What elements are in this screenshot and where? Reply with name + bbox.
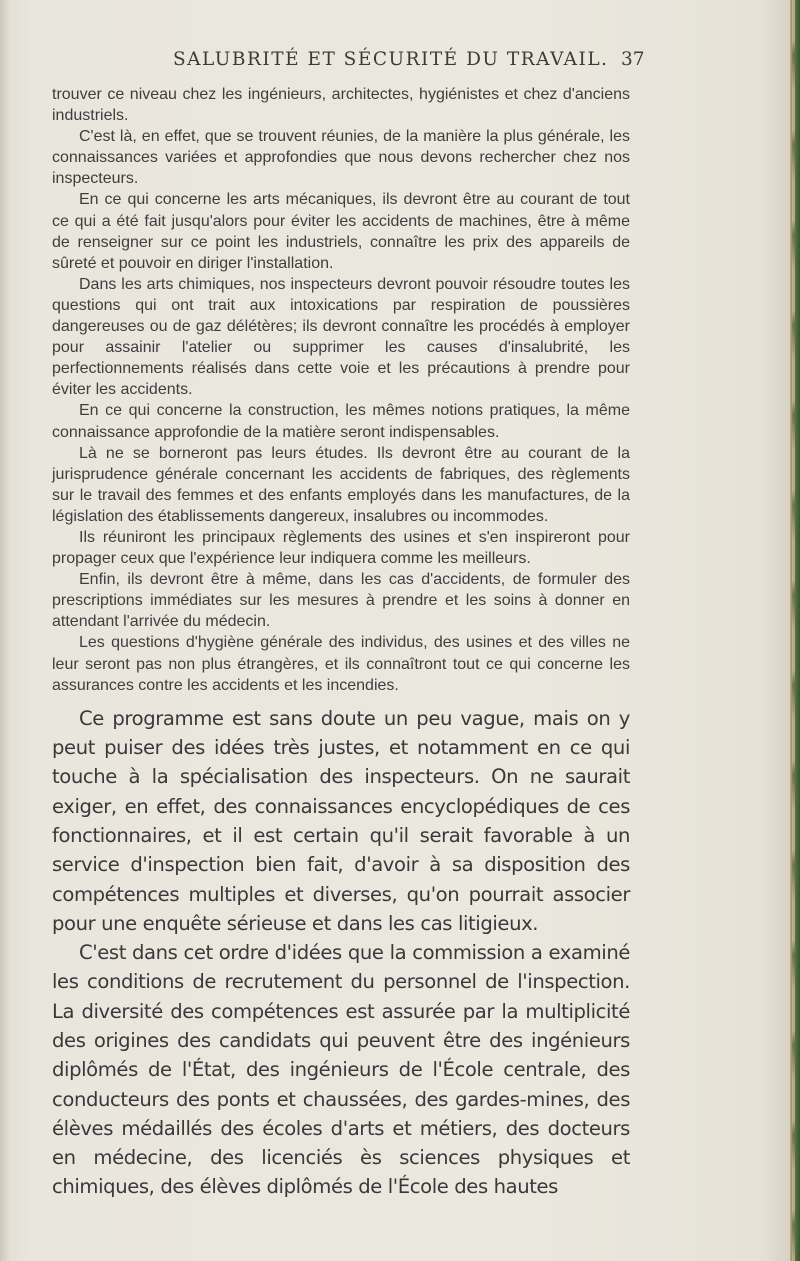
paragraph: En ce qui concerne la construction, les mêmes notions pratiques, la même connaissance approfondie de la matière seront indispensables. (52, 402, 630, 441)
paragraph: Là ne se borneront pas leurs études. Ils devront être au courant de la jurisprudence générale concernant les accidents de fabriques, des règlements sur le travail des femmes et des enfants employés dans les manufactures, de la législation des établissements dangereux, insalubres ou incommodes. (52, 444, 630, 525)
page-number: 37 (621, 49, 645, 70)
paragraph: En ce qui concerne les arts mécaniques, ils devront être au courant de tout ce qui a été fait jusqu'alors pour éviter les accidents de machines, être à même de renseigner sur ce point les industriels, connaître les prix des appareils de sûreté et pouvoir en diriger l'installation. (52, 191, 630, 272)
paragraph: Les questions d'hygiène générale des individus, des usines et des villes ne leur seront pas non plus étrangères, et ils connaîtront tout ce qui concerne les assurances contre les accidents et les incendies. (52, 634, 630, 694)
book-edge (790, 0, 800, 1261)
running-head-title: SALUBRITÉ ET SÉCURITÉ DU TRAVAIL. (173, 49, 609, 70)
running-head (0, 49, 790, 79)
paragraph: C'est là, en effet, que se trouvent réunies, de la manière la plus générale, les connaissances variées et approfondies que nous devons rechercher chez nos inspecteurs. (52, 128, 630, 188)
paragraph: Dans les arts chimiques, nos inspecteurs devront pouvoir résoudre toutes les questions qui ont trait aux intoxications par respiration de poussières dangereuses ou de gaz délétères; ils devront connaître les procédés à employer pour assainir l'atelier ou supprimer les causes d'insalubrité, les perfectionnements réalisés dans cette voie et les précautions à prendre pour éviter les accidents. (52, 275, 630, 399)
paragraph-large: Ce programme est sans doute un peu vague, mais on y peut puiser des idées très justes, et notamment en ce qui touche à la spécialisation des inspecteurs. On ne saurait exiger, en effet, des connaissances encyclopédiques de ces fonctionnaires, et il est certain qu'il serait favorable à un service d'inspection bien fait, d'avoir à sa disposition des compétences multiples et diverses, qu'on pourrait associer pour une enquête sérieuse et dans les cas litigieux. (52, 706, 630, 935)
large-type-section (52, 704, 630, 1202)
paragraph: Ils réuniront les principaux règlements des usines et s'en inspireront pour propager ceux que l'expérience leur indiquera comme les meilleurs. (52, 528, 630, 568)
paragraph: Enfin, ils devront être à même, dans les cas d'accidents, de formuler des prescriptions immédiates sur les mesures à prendre et les soins à donner en attendant l'arrivée du médecin. (52, 571, 630, 631)
paragraph-large: C'est dans cet ordre d'idées que la commission a examiné les conditions de recrutement du personnel de l'inspection. La diversité des compétences est assurée par la multiplicité des origines des candidats qui peuvent être des ingénieurs diplômés de l'État, des ingénieurs de l'École centrale, des conducteurs des ponts et chaussées, des gardes-mines, des élèves médaillés des écoles d'arts et métiers, des docteurs en médecine, des licenciés ès sciences physiques et chimiques, des élèves diplômés de l'École des hautes (52, 941, 630, 1199)
paragraph: trouver ce niveau chez les ingénieurs, architectes, hygiénistes et chez d'anciens industriels. (52, 86, 630, 125)
body-text (52, 84, 630, 1202)
